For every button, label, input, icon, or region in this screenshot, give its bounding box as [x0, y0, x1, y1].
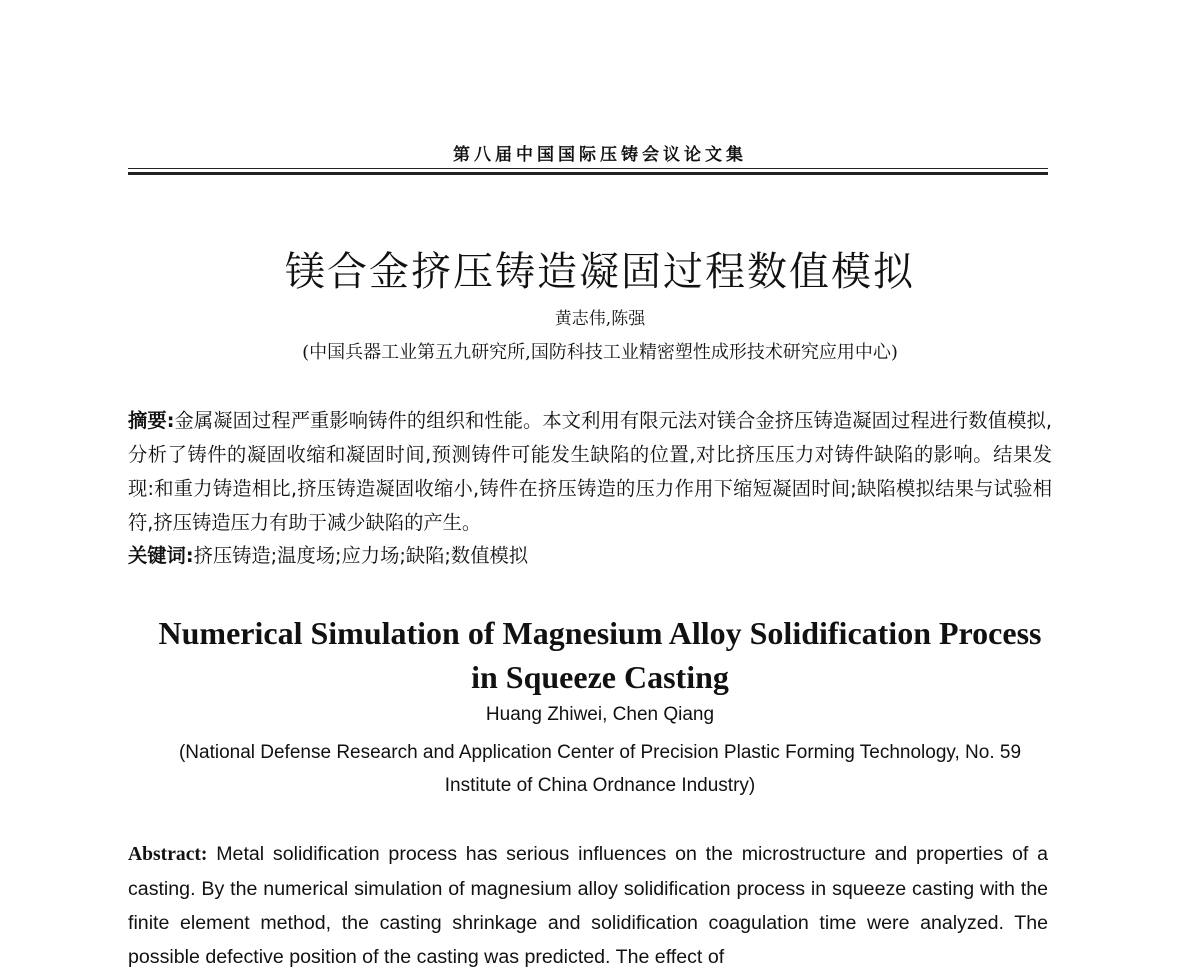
english-abstract [128, 837, 1048, 974]
chinese-affiliation: (中国兵器工业第五九研究所,国防科技工业精密塑性成形技术研究应用中心) [302, 342, 898, 363]
header-rule-thick [128, 172, 1048, 175]
chinese-authors: 黄志伟,陈强 [554, 309, 646, 329]
chinese-abstract-label: 摘要: [128, 409, 175, 432]
english-abstract-label: Abstract: [128, 844, 208, 865]
chinese-keywords-label: 关键词: [128, 544, 194, 567]
chinese-title: 镁合金挤压铸造凝固过程数值模拟 [285, 249, 915, 295]
running-head: 第八届中国国际压铸会议论文集 [453, 145, 747, 165]
english-title-line2: in Squeeze Casting [471, 659, 729, 695]
english-affiliation: (National Defense Research and Application Center of Precision Plastic Forming Technology, No. 59 Institute of China Ordnance Industry) [178, 742, 1022, 796]
chinese-abstract [128, 404, 1052, 540]
chinese-abstract-text: 金属凝固过程严重影响铸件的组织和性能。本文利用有限元法对镁合金挤压铸造凝固过程进行数值模拟,分析了铸件的凝固收缩和凝固时间,预测铸件可能发生缺陷的位置,对比挤压压力对铸件缺陷的影响。结果发现:和重力铸造相比,挤压铸造凝固收缩小,铸件在挤压铸造的压力作用下缩短凝固时间;缺陷模拟结果与试验相符,挤压铸造压力有助于减少缺陷的产生。 [128, 409, 1052, 534]
english-authors: Huang Zhiwei, Chen Qiang [485, 704, 715, 725]
header-rule-thin [128, 168, 1048, 169]
chinese-keywords [128, 539, 1052, 573]
chinese-keywords-text: 挤压铸造;温度场;应力场;缺陷;数值模拟 [193, 544, 529, 567]
english-title-line1: Numerical Simulation of Magnesium Alloy Solidification Process [158, 615, 1042, 651]
english-abstract-text: Metal solidification process has serious influences on the microstructure and properties of a casting. By the numerical simulation of magnesium alloy solidification process in squeeze casting with the finite element method, the casting shrinkage and solidification coagulation time were analyzed. The possible defective position of the casting was predicted. The effect of [128, 843, 1048, 968]
english-title [0, 611, 1200, 699]
